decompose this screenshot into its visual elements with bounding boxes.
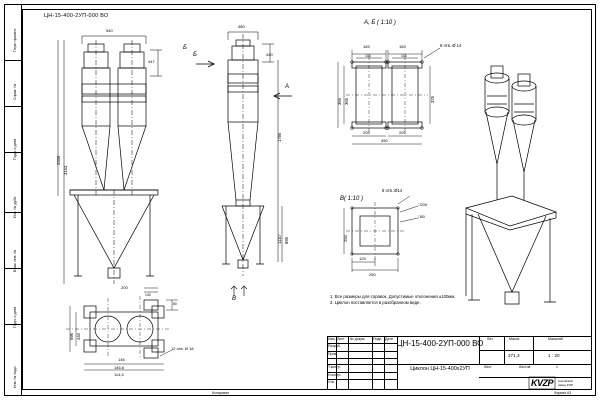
ab-dim-365-a: 365 [337, 98, 342, 105]
strip-label-sprav: Справ. № [13, 83, 17, 100]
ab-holes-note: 8 отв. Ø 14 [440, 43, 462, 48]
plan-dim-440: 440 [76, 333, 81, 340]
company-sub-1: Копейский [558, 379, 573, 383]
note-line-1: 1. Все размеры для справок. Допустимые отклонения ±100мм. [330, 294, 456, 299]
tb-col-izm: Изм. [328, 337, 336, 341]
front-dim-540: 540 [106, 28, 113, 33]
ab-dim-365-b: 365 [344, 98, 349, 105]
side-mark-b: Б [193, 52, 197, 58]
ab-dim-105-b: 105 [401, 54, 407, 58]
v-dim-80: □80 [418, 214, 425, 219]
strip-label-invdubl: Инв. № дубл. [13, 195, 17, 218]
side-dim-1785: 1785 [277, 132, 282, 142]
plan-dim-1145: 114,5 [114, 372, 124, 377]
ab-dim-205-a: 205 [363, 130, 370, 135]
note-line-2: 2. Циклон поставляется в разобранном виде. [330, 300, 421, 306]
tb-product-name: Циклон ЦН-15-400х2УП [410, 366, 470, 372]
tb-row-tkontr: Т.контр. [328, 365, 341, 369]
tb-row-nkontr: Н.контр. [328, 373, 342, 377]
tb-row-razrab: Разраб. [328, 344, 341, 348]
company-sub-2: завод РЭП [558, 383, 574, 387]
company-logo: KVZP [531, 378, 554, 388]
front-dim-3153: 3153 [63, 165, 68, 175]
ab-dim-325: 325 [430, 96, 435, 103]
section-v-title: В( 1:10 ) [340, 196, 364, 202]
format-label: Формат А3 [554, 391, 572, 395]
side-dim-1110: 1110 [277, 235, 282, 244]
v-dim-125: 125 [359, 256, 366, 261]
tb-scale-header: Масштаб [548, 337, 563, 341]
strip-label-podp1: Подп. и дата [13, 138, 17, 160]
ab-dim-165-a: 165 [363, 44, 370, 49]
tb-sheet-label: Лист [484, 365, 492, 369]
plan-holes-note: 12 отв. Ø 18 [171, 346, 194, 351]
ab-dim-205-b: 205 [399, 130, 406, 135]
tb-col-podp: Подп. [373, 337, 383, 341]
tb-col-data: Дата [385, 337, 393, 341]
side-dim-440: 440 [266, 52, 273, 57]
front-mark-b: Б [183, 45, 187, 51]
front-dim-447: 447 [148, 59, 155, 64]
ab-dim-450: 450 [381, 138, 388, 143]
strip-label-podp2: Подп. и дата [13, 306, 17, 328]
tb-sheets-label: Листов [519, 365, 531, 369]
tb-mass-header: Масса [509, 337, 520, 341]
v-holes-note: 8 отв. Ø14 [382, 188, 403, 193]
sheet-designation-top: ЦН-15-400-2УП-000 ВО [44, 13, 109, 19]
tb-col-dokum: № докум. [350, 337, 366, 341]
strip-label-vzam: Взам. инв. № [13, 249, 17, 272]
v-dim-250-bottom: 250 [369, 272, 376, 277]
plan-dim-80: 80 [173, 302, 177, 306]
tb-row-utv: Утв. [328, 380, 335, 384]
plan-dim-1466: 146,6 [114, 365, 125, 370]
plan-dim-696: 696 [69, 333, 74, 340]
tb-row-prov: Пров. [328, 352, 338, 356]
tb-scale-value: 1 : 20 [548, 353, 560, 358]
side-mark-a: А [285, 84, 290, 90]
ab-dim-165-b: 165 [399, 44, 406, 49]
section-ab-title: А, Б ( 1:10 ) [364, 20, 396, 26]
tb-mass-value: 271,3 [508, 353, 520, 358]
plan-dim-146: 146 [118, 357, 125, 362]
tb-col-list: Лист [337, 337, 345, 341]
strip-label-perv: Перв. примен. [13, 28, 17, 52]
v-dim-250-left: 250 [343, 235, 348, 242]
side-dim-895: 895 [284, 237, 289, 244]
tb-sheet-value: 1 [556, 365, 558, 369]
v-dim-200: □200 [418, 202, 428, 207]
front-dim-3335: 3335 [56, 155, 61, 165]
strip-label-invpodl: Инв. № подл. [13, 365, 17, 388]
tb-designation: ЦН-15-400-2УП-000 ВО [396, 339, 484, 348]
tb-lit-header: Лит. [487, 337, 494, 341]
plan-dim-200: 200 [121, 285, 128, 290]
copied-label: Копировал [212, 391, 229, 395]
plan-dim-140: 140 [145, 293, 151, 297]
side-dim-480: 480 [238, 24, 245, 29]
side-mark-v: В [232, 296, 237, 302]
ab-dim-105-a: 105 [365, 54, 371, 58]
